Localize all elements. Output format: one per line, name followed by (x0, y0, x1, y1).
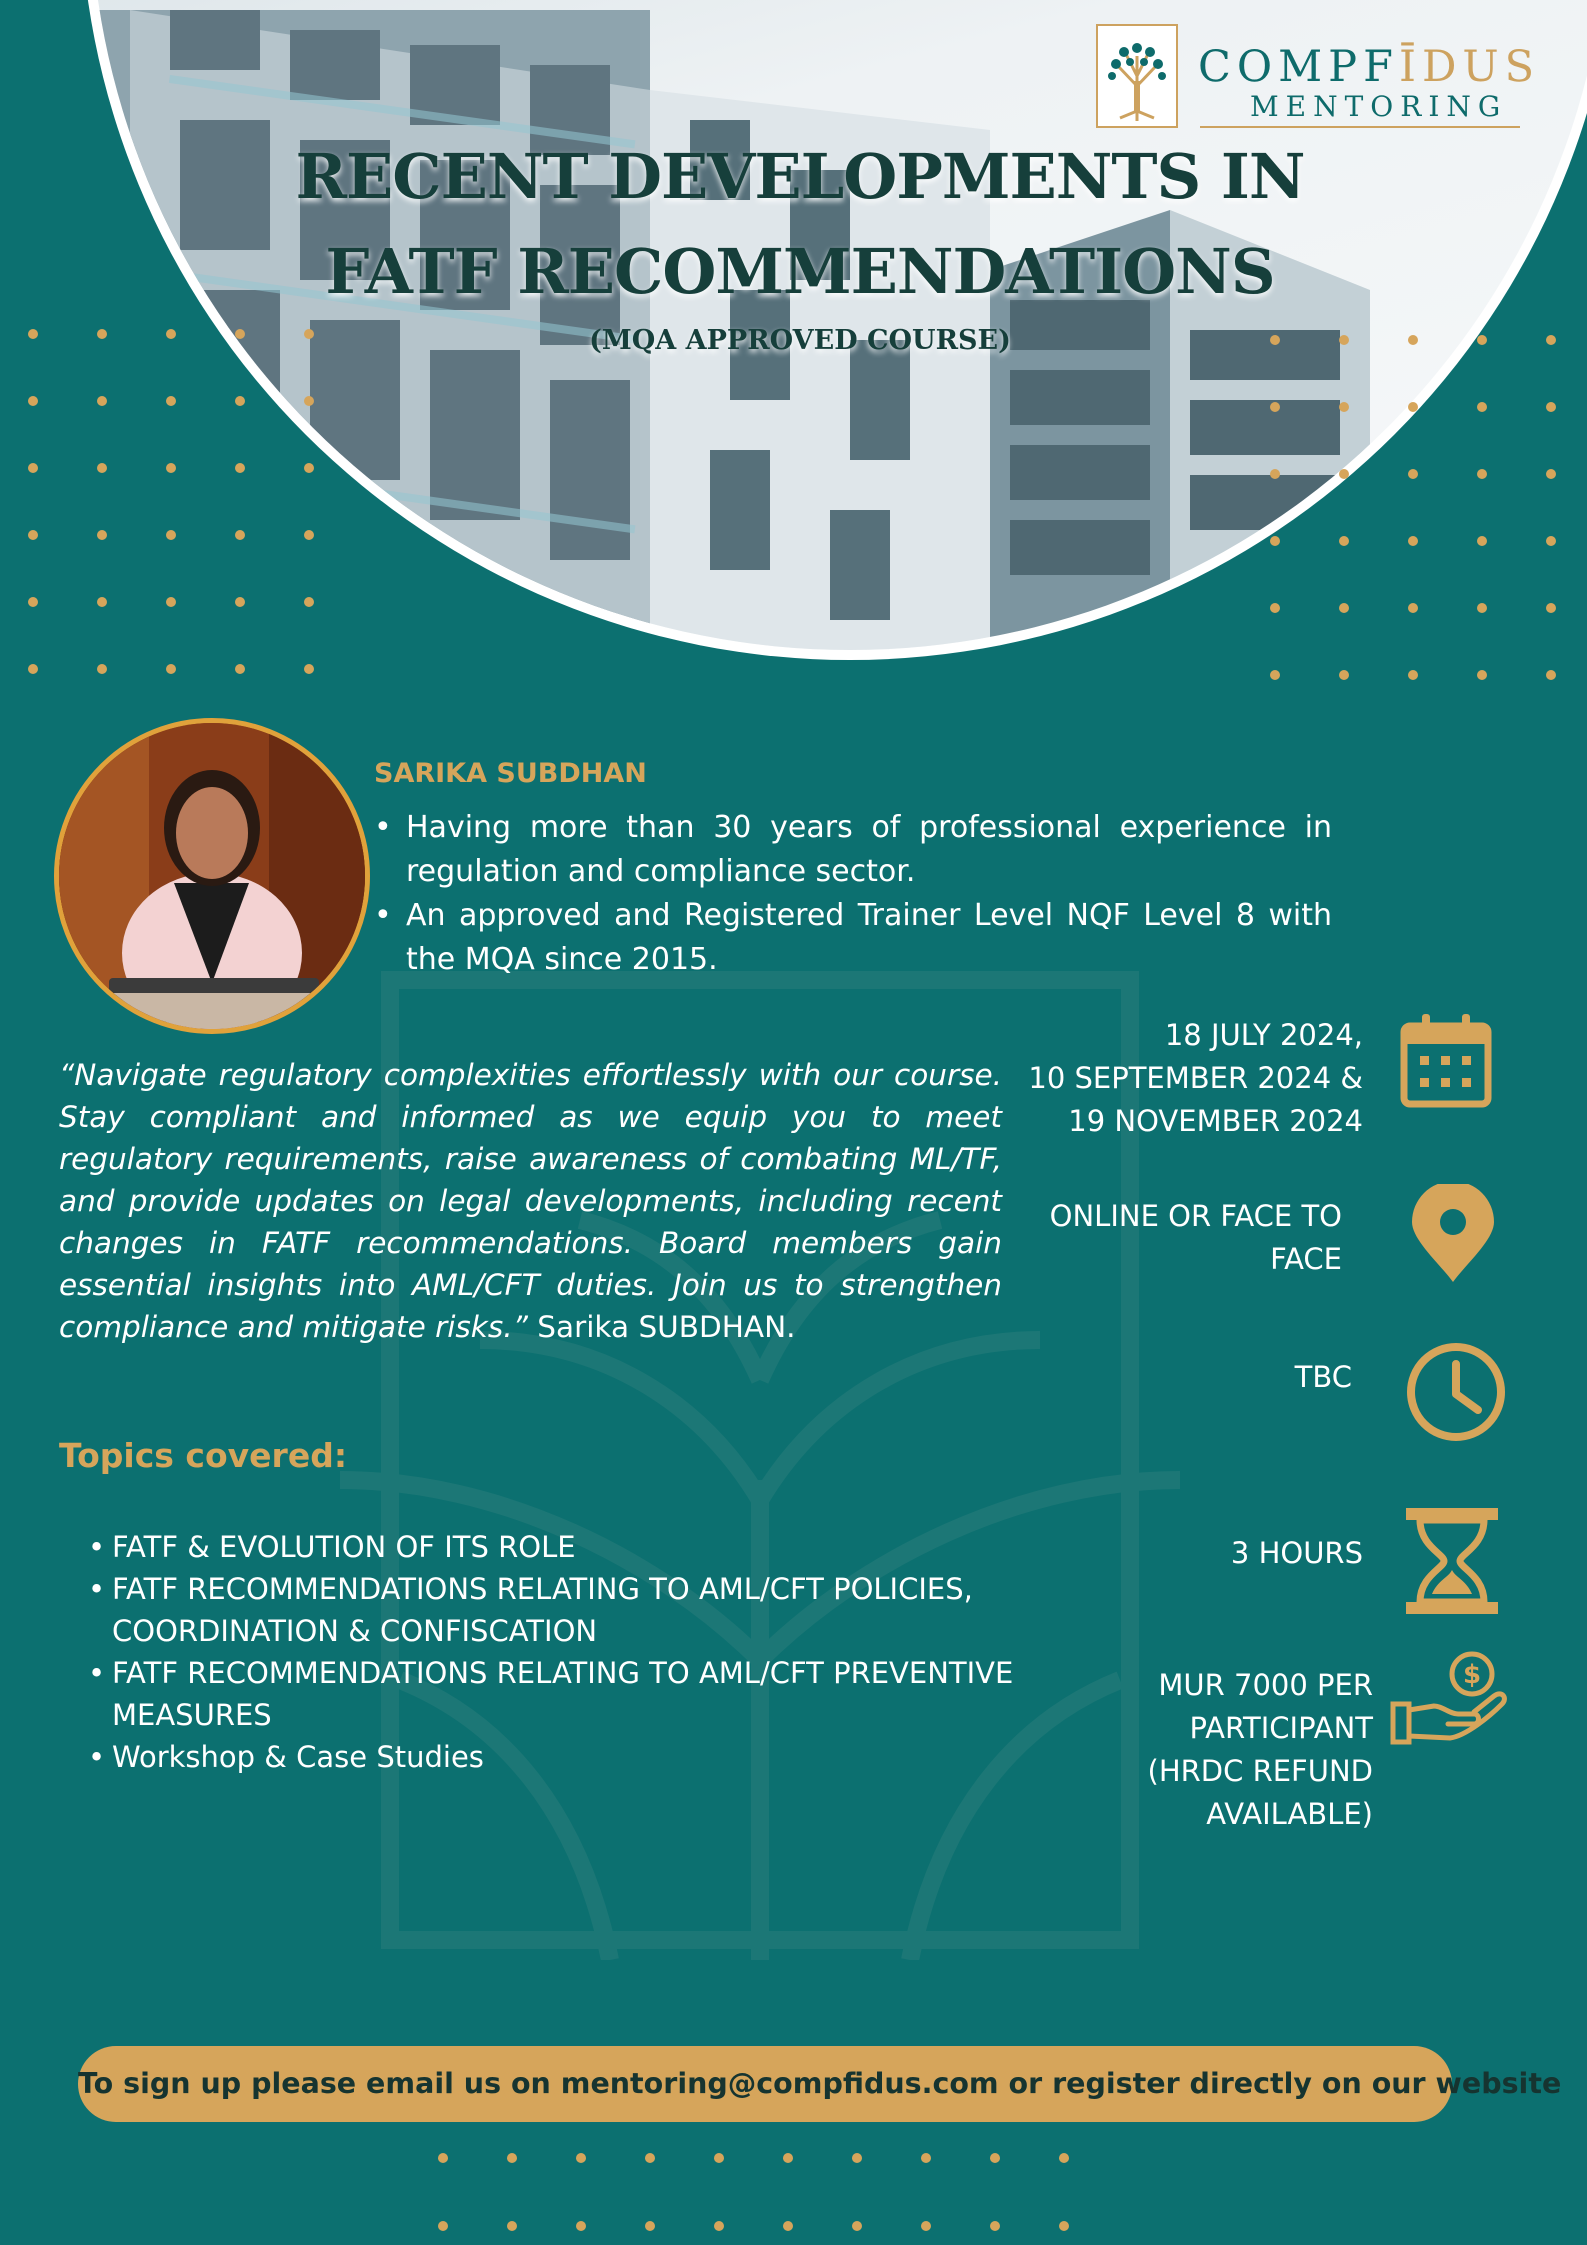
decorative-dot (97, 597, 107, 607)
svg-text:$: $ (1462, 1660, 1482, 1690)
date-line: 10 SEPTEMBER 2024 & (1028, 1061, 1363, 1095)
decorative-dot (166, 396, 176, 406)
speaker-bio-list (372, 806, 1332, 982)
decorative-dot (1477, 469, 1487, 479)
decorative-dot (304, 597, 314, 607)
decorative-dot (1339, 335, 1349, 345)
decorative-dot (97, 664, 107, 674)
decorative-dot (1270, 402, 1280, 412)
decorative-dot (28, 329, 38, 339)
decorative-dot (1339, 603, 1349, 613)
decorative-dot (1477, 603, 1487, 613)
bio-item: • An approved and Registered Trainer Level NQF Level 8 with the MQA since 2015. (372, 894, 1332, 982)
decorative-dot (304, 530, 314, 540)
decorative-dot (97, 530, 107, 540)
decorative-dot (235, 530, 245, 540)
decorative-dot (1059, 2153, 1069, 2163)
decorative-dot (235, 396, 245, 406)
decorative-dot (438, 2153, 448, 2163)
speaker-portrait (59, 723, 365, 1029)
decorative-dot (1546, 469, 1556, 479)
decorative-dot (438, 2221, 448, 2231)
decorative-dot (28, 396, 38, 406)
decorative-dot (166, 463, 176, 473)
decorative-dot (1408, 670, 1418, 680)
decorative-dot (1546, 603, 1556, 613)
hourglass-icon (1404, 1506, 1500, 1616)
decorative-dot (304, 396, 314, 406)
calendar-icon (1396, 1012, 1496, 1112)
decorative-dot (921, 2153, 931, 2163)
decorative-dot (990, 2221, 1000, 2231)
decorative-dot (1270, 469, 1280, 479)
map-pin-icon (1410, 1184, 1496, 1284)
decorative-dot (1477, 536, 1487, 546)
decorative-dot (1546, 335, 1556, 345)
topic-item: • FATF RECOMMENDATIONS RELATING TO AML/CFT POLICIES, COORDINATION & CONFISCATION (88, 1568, 1018, 1652)
decorative-dot (714, 2221, 724, 2231)
decorative-dot (1339, 536, 1349, 546)
title-line-2: FATF RECOMMENDATIONS (325, 235, 1275, 308)
decorative-dot (1339, 469, 1349, 479)
decorative-dot (28, 597, 38, 607)
decorative-dot (97, 463, 107, 473)
decorative-dot (1477, 402, 1487, 412)
course-fee (1073, 1664, 1373, 1836)
bio-item: • Having more than 30 years of professional experience in regulation and compliance sector. (372, 806, 1332, 894)
decorative-dot (1408, 335, 1418, 345)
decorative-dot (1546, 536, 1556, 546)
location-line: FACE (1270, 1242, 1342, 1276)
decorative-dot (166, 329, 176, 339)
fee-line: PARTICIPANT (1189, 1711, 1373, 1745)
quote-text: “Navigate regulatory complexities effortlessly with our course. Stay compliant and informed as we equip you to meet regulatory requirements, raise awareness of combating ML/TF, and provide updates on legal developments, including recent changes in FATF recommendations. Board members gain essential insights into AML/CFT duties. Join us to strengthen compliance and mitigate risks.” (59, 1058, 1002, 1344)
location-line: ONLINE OR FACE TO (1049, 1199, 1342, 1233)
decorative-dot (235, 463, 245, 473)
speaker-name: SARIKA SUBDHAN (374, 758, 647, 789)
decorative-dot (97, 329, 107, 339)
fee-line: MUR 7000 PER (1158, 1668, 1373, 1702)
decorative-dot (235, 664, 245, 674)
speaker-quote (59, 1054, 1002, 1348)
fee-line: AVAILABLE) (1206, 1797, 1373, 1831)
decorative-dot (1339, 670, 1349, 680)
decorative-dot (645, 2221, 655, 2231)
decorative-dot (990, 2153, 1000, 2163)
decorative-dot (1408, 603, 1418, 613)
course-time: TBC (1294, 1360, 1352, 1394)
title-line-1: RECENT DEVELOPMENTS IN (295, 140, 1305, 213)
decorative-dot (1270, 536, 1280, 546)
decorative-dot (714, 2153, 724, 2163)
decorative-dot (1546, 670, 1556, 680)
signup-banner: To sign up please email us on mentoring@compfidus.com or register directly on our website (78, 2046, 1452, 2122)
decorative-dot (921, 2221, 931, 2231)
course-duration: 3 HOURS (1230, 1536, 1363, 1570)
decorative-dot (1408, 536, 1418, 546)
decorative-dot (304, 664, 314, 674)
topic-item: • Workshop & Case Studies (88, 1736, 1018, 1778)
subtitle: (MQA APPROVED COURSE) (589, 325, 1011, 356)
decorative-dot (783, 2221, 793, 2231)
course-dates (943, 1014, 1363, 1143)
logo-word-part1: COMPF (1198, 42, 1399, 92)
decorative-dot (235, 329, 245, 339)
topic-item: • FATF & EVOLUTION OF ITS ROLE (88, 1526, 1018, 1568)
decorative-dot (1270, 335, 1280, 345)
decorative-dot (1477, 335, 1487, 345)
decorative-dot (235, 597, 245, 607)
decorative-dot (1477, 670, 1487, 680)
logo-word-part2: ĪDUS (1398, 42, 1541, 92)
date-line: 19 NOVEMBER 2024 (1068, 1104, 1363, 1138)
decorative-dot (1408, 402, 1418, 412)
decorative-dot (507, 2221, 517, 2231)
course-location (982, 1195, 1342, 1281)
decorative-dot (852, 2221, 862, 2231)
logo-underline (1200, 126, 1520, 128)
decorative-dot (1059, 2221, 1069, 2231)
decorative-dot (166, 530, 176, 540)
decorative-dot (304, 329, 314, 339)
decorative-dot (28, 463, 38, 473)
quote-author: Sarika SUBDHAN. (527, 1310, 796, 1344)
topics-heading: Topics covered: (59, 1436, 348, 1475)
decorative-dot (1339, 402, 1349, 412)
decorative-dot (1270, 670, 1280, 680)
decorative-dot (1408, 469, 1418, 479)
hand-coin-icon (1390, 1650, 1514, 1750)
decorative-dot (852, 2153, 862, 2163)
fee-line: (HRDC REFUND (1147, 1754, 1373, 1788)
logo-tree-icon (1096, 24, 1178, 128)
decorative-dot (576, 2153, 586, 2163)
topic-item: • FATF RECOMMENDATIONS RELATING TO AML/CFT PREVENTIVE MEASURES (88, 1652, 1018, 1736)
decorative-dot (783, 2153, 793, 2163)
decorative-dot (576, 2221, 586, 2231)
logo-subword: MENTORING (1250, 90, 1508, 123)
topics-list (88, 1526, 1018, 1778)
decorative-dot (1546, 402, 1556, 412)
decorative-dot (166, 597, 176, 607)
decorative-dot (304, 463, 314, 473)
decorative-dot (97, 396, 107, 406)
decorative-dot (28, 664, 38, 674)
clock-icon (1404, 1340, 1508, 1444)
decorative-dot (28, 530, 38, 540)
decorative-dot (507, 2153, 517, 2163)
logo-wordmark (1198, 42, 1540, 92)
decorative-dot (1270, 603, 1280, 613)
decorative-dot (166, 664, 176, 674)
decorative-dot (645, 2153, 655, 2163)
date-line: 18 JULY 2024, (1164, 1018, 1363, 1052)
speaker-photo (54, 718, 370, 1034)
